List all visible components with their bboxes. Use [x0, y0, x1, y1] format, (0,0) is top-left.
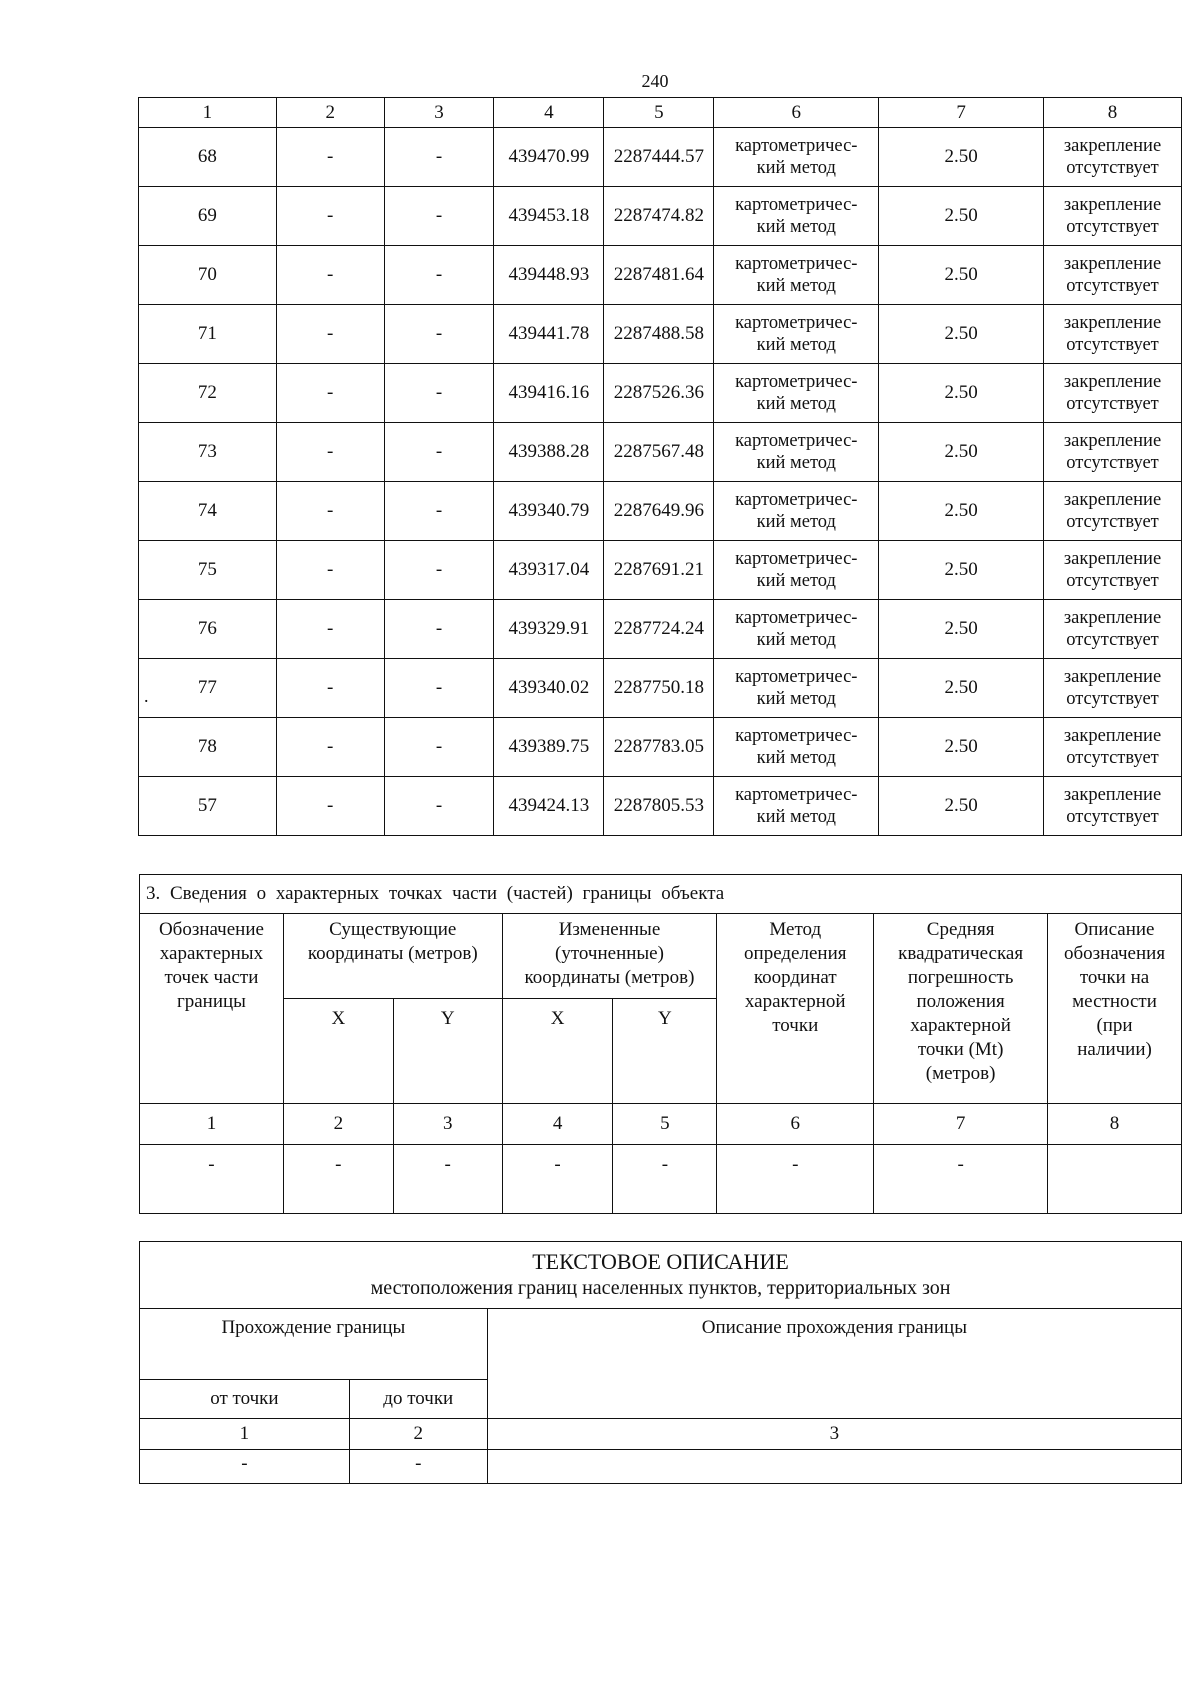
cell: - — [384, 659, 494, 718]
cell-line: картометричес- — [735, 667, 858, 687]
point-number: 78 — [139, 718, 277, 777]
cell-line: закрепление — [1063, 549, 1162, 569]
header-line: характерной — [744, 991, 846, 1012]
cell-line: отсутствует — [1066, 394, 1159, 414]
fixation-cell — [1044, 423, 1182, 482]
mt-value: 2.50 — [879, 364, 1044, 423]
cell-line: картометричес- — [735, 372, 858, 392]
coord-x: 439448.93 — [494, 246, 604, 305]
cell-line: картометричес- — [735, 726, 858, 746]
cell-line: закрепление — [1063, 608, 1162, 628]
column-number: 2 — [283, 1104, 393, 1145]
table-row — [139, 541, 1182, 600]
cell-line: картометричес- — [735, 608, 858, 628]
table-row — [139, 364, 1182, 423]
cell: - — [393, 1145, 502, 1214]
coord-y: 2287481.64 — [604, 246, 714, 305]
column-number: 1 — [140, 1419, 350, 1450]
mt-value: 2.50 — [879, 305, 1044, 364]
mt-value: 2.50 — [879, 246, 1044, 305]
header-line: координаты (метров) — [307, 943, 478, 964]
header-line: Описание — [1074, 919, 1155, 940]
point-number: 70 — [139, 246, 277, 305]
coord-x: 439388.28 — [494, 423, 604, 482]
header-line: (уточненные) — [555, 943, 664, 964]
coord-y: 2287526.36 — [604, 364, 714, 423]
cell: - — [874, 1145, 1048, 1214]
cell: - — [384, 187, 494, 246]
table-row — [139, 659, 1182, 718]
cell: - — [140, 1450, 350, 1484]
header-method — [717, 914, 874, 1104]
cell — [1048, 1145, 1182, 1214]
cell: - — [276, 541, 384, 600]
column-number-row — [140, 1104, 1182, 1145]
header-existing-coordinates — [283, 914, 502, 999]
cell-line: отсутствует — [1066, 630, 1159, 650]
cell: - — [384, 364, 494, 423]
header-existing-x: X — [283, 999, 393, 1104]
header-line: Средняя — [926, 919, 995, 940]
cell: - — [384, 423, 494, 482]
header-line: характерной — [910, 1015, 1011, 1036]
cell-line: отсутствует — [1066, 748, 1159, 768]
coord-y: 2287724.24 — [604, 600, 714, 659]
cell-line: закрепление — [1063, 254, 1162, 274]
cell: - — [384, 541, 494, 600]
cell-line: закрепление — [1063, 195, 1162, 215]
cell-line: картометричес- — [735, 431, 858, 451]
cell-line: отсутствует — [1066, 158, 1159, 178]
cell — [487, 1450, 1181, 1484]
method-cell — [714, 482, 879, 541]
header-point-designation — [140, 914, 284, 1104]
fixation-cell — [1044, 305, 1182, 364]
cell: - — [384, 600, 494, 659]
cell: - — [276, 187, 384, 246]
point-number: 76 — [139, 600, 277, 659]
cell-line: закрепление — [1063, 372, 1162, 392]
mt-value: 2.50 — [879, 423, 1044, 482]
mt-value: 2.50 — [879, 541, 1044, 600]
text-description-subtitle: местоположения границ населенных пунктов, территориальных зон — [370, 1277, 951, 1299]
coord-y: 2287750.18 — [604, 659, 714, 718]
table-row — [139, 482, 1182, 541]
column-number: 7 — [874, 1104, 1048, 1145]
cell-line: картометричес- — [735, 549, 858, 569]
point-number: 74 — [139, 482, 277, 541]
fixation-cell — [1044, 718, 1182, 777]
header-line: местности — [1072, 991, 1157, 1012]
cell-line: кий метод — [756, 512, 836, 532]
cell: - — [276, 777, 384, 836]
section-3-table — [139, 874, 1182, 1214]
header-line: определения — [744, 943, 847, 964]
header-line: квадратическая — [898, 943, 1024, 964]
cell-line: картометричес- — [735, 254, 858, 274]
column-number: 5 — [604, 98, 714, 128]
cell: - — [276, 305, 384, 364]
table-row — [139, 187, 1182, 246]
header-line: точки на — [1079, 967, 1150, 988]
cell: - — [613, 1145, 717, 1214]
point-number: 57 — [139, 777, 277, 836]
section-title: 3. Сведения о характерных точках части (частей) границы объекта — [140, 875, 1182, 914]
column-number: 4 — [502, 1104, 613, 1145]
header-line: координаты (метров) — [524, 967, 695, 988]
coord-x: 439340.02 — [494, 659, 604, 718]
header-line: координат — [753, 967, 837, 988]
text-description-title: ТЕКСТОВОЕ ОПИСАНИЕ — [532, 1249, 789, 1274]
text-description-title-cell — [140, 1242, 1182, 1309]
cell: - — [384, 246, 494, 305]
coordinates-table — [138, 97, 1182, 836]
header-line: (при — [1096, 1015, 1133, 1036]
cell: - — [384, 305, 494, 364]
table-row — [140, 1450, 1182, 1484]
cell-line: картометричес- — [735, 490, 858, 510]
cell: - — [276, 600, 384, 659]
coord-y: 2287691.21 — [604, 541, 714, 600]
fixation-cell — [1044, 600, 1182, 659]
method-cell — [714, 659, 879, 718]
fixation-cell — [1044, 187, 1182, 246]
point-number: 68 — [139, 128, 277, 187]
point-number: 73 — [139, 423, 277, 482]
coord-y: 2287567.48 — [604, 423, 714, 482]
column-number: 4 — [494, 98, 604, 128]
coord-x: 439416.16 — [494, 364, 604, 423]
cell: - — [384, 718, 494, 777]
cell: - — [384, 482, 494, 541]
cell-line: кий метод — [756, 276, 836, 296]
cell-line: кий метод — [756, 807, 836, 827]
header-line: Обозначение — [158, 919, 264, 940]
header-boundary-passage: Прохождение границы — [140, 1309, 488, 1380]
cell: - — [502, 1145, 613, 1214]
column-number: 6 — [717, 1104, 874, 1145]
cell-line: кий метод — [756, 571, 836, 591]
coord-x: 439453.18 — [494, 187, 604, 246]
header-changed-coordinates — [502, 914, 717, 999]
cell: - — [276, 423, 384, 482]
coord-x: 439441.78 — [494, 305, 604, 364]
cell-line: закрепление — [1063, 785, 1162, 805]
column-number-row — [139, 98, 1182, 128]
cell-line: отсутствует — [1066, 807, 1159, 827]
fixation-cell — [1044, 364, 1182, 423]
coord-y: 2287444.57 — [604, 128, 714, 187]
header-line: обозначения — [1063, 943, 1166, 964]
cell-line: закрепление — [1063, 490, 1162, 510]
header-line: Метод — [769, 919, 822, 940]
method-cell — [714, 777, 879, 836]
column-number: 5 — [613, 1104, 717, 1145]
cell-line: кий метод — [756, 630, 836, 650]
cell-line: отсутствует — [1066, 276, 1159, 296]
cell: - — [384, 777, 494, 836]
coord-y: 2287488.58 — [604, 305, 714, 364]
coord-x: 439470.99 — [494, 128, 604, 187]
cell-line: картометричес- — [735, 195, 858, 215]
header-line: наличии) — [1077, 1039, 1152, 1060]
cell-line: кий метод — [756, 158, 836, 178]
header-point-description — [1048, 914, 1182, 1104]
coord-y: 2287649.96 — [604, 482, 714, 541]
cell-line: кий метод — [756, 217, 836, 237]
mt-value: 2.50 — [879, 482, 1044, 541]
coord-x: 439389.75 — [494, 718, 604, 777]
mt-value: 2.50 — [879, 128, 1044, 187]
cell: - — [276, 482, 384, 541]
cell: - — [140, 1145, 284, 1214]
header-from-point: от точки — [140, 1380, 350, 1419]
cell-line: закрепление — [1063, 431, 1162, 451]
text-description-table — [139, 1241, 1182, 1484]
cell-line: кий метод — [756, 453, 836, 473]
table-row — [139, 600, 1182, 659]
method-cell — [714, 364, 879, 423]
stray-mark: . — [144, 686, 149, 706]
fixation-cell — [1044, 246, 1182, 305]
column-number: 1 — [140, 1104, 284, 1145]
cell-line: картометричес- — [735, 136, 858, 156]
header-mean-square-error — [874, 914, 1048, 1104]
cell-line: закрепление — [1063, 726, 1162, 746]
mt-value: 2.50 — [879, 600, 1044, 659]
coord-y: 2287474.82 — [604, 187, 714, 246]
header-line: (метров) — [925, 1063, 996, 1084]
coord-x: 439424.13 — [494, 777, 604, 836]
table-row — [139, 718, 1182, 777]
cell: - — [384, 128, 494, 187]
cell-line: картометричес- — [735, 785, 858, 805]
cell: - — [283, 1145, 393, 1214]
cell-line: закрепление — [1063, 136, 1162, 156]
coord-y: 2287805.53 — [604, 777, 714, 836]
coord-x: 439317.04 — [494, 541, 604, 600]
mt-value: 2.50 — [879, 187, 1044, 246]
cell-line: отсутствует — [1066, 335, 1159, 355]
cell-line: отсутствует — [1066, 689, 1159, 709]
column-number: 2 — [349, 1419, 487, 1450]
coord-x: 439340.79 — [494, 482, 604, 541]
cell: - — [276, 364, 384, 423]
method-cell — [714, 305, 879, 364]
header-line: границы — [176, 991, 246, 1012]
point-number: 72 — [139, 364, 277, 423]
column-number: 2 — [276, 98, 384, 128]
column-number: 8 — [1044, 98, 1182, 128]
table-row — [139, 777, 1182, 836]
cell-line: кий метод — [756, 335, 836, 355]
fixation-cell — [1044, 482, 1182, 541]
header-existing-y: Y — [393, 999, 502, 1104]
method-cell — [714, 718, 879, 777]
fixation-cell — [1044, 541, 1182, 600]
method-cell — [714, 128, 879, 187]
cell: - — [349, 1450, 487, 1484]
cell: - — [276, 246, 384, 305]
cell-line: кий метод — [756, 689, 836, 709]
mt-value: 2.50 — [879, 659, 1044, 718]
cell: - — [276, 659, 384, 718]
table-row — [139, 246, 1182, 305]
column-number: 1 — [139, 98, 277, 128]
point-number: 71 — [139, 305, 277, 364]
header-line: погрешность — [907, 967, 1014, 988]
table-row — [139, 128, 1182, 187]
coord-y: 2287783.05 — [604, 718, 714, 777]
table-row — [139, 305, 1182, 364]
method-cell — [714, 423, 879, 482]
cell-line: кий метод — [756, 748, 836, 768]
cell-line: картометричес- — [735, 313, 858, 333]
header-to-point: до точки — [349, 1380, 487, 1419]
column-number: 3 — [384, 98, 494, 128]
header-line: Измененные — [558, 919, 661, 940]
cell-line: отсутствует — [1066, 453, 1159, 473]
coordinates-table-body — [139, 128, 1182, 836]
cell: - — [276, 128, 384, 187]
column-number: 7 — [879, 98, 1044, 128]
column-number: 3 — [487, 1419, 1181, 1450]
cell: - — [717, 1145, 874, 1214]
fixation-cell — [1044, 659, 1182, 718]
header-line: положения — [916, 991, 1005, 1012]
cell-line: закрепление — [1063, 313, 1162, 333]
cell-line: закрепление — [1063, 667, 1162, 687]
point-number: 75 — [139, 541, 277, 600]
page-number: 240 — [641, 71, 669, 91]
method-cell — [714, 600, 879, 659]
cell-line: отсутствует — [1066, 512, 1159, 532]
cell: - — [276, 718, 384, 777]
column-number: 6 — [714, 98, 879, 128]
header-line: Существующие — [329, 919, 457, 940]
point-number: 69 — [139, 187, 277, 246]
cell-line: отсутствует — [1066, 571, 1159, 591]
header-line: точек части — [164, 967, 259, 988]
method-cell — [714, 246, 879, 305]
fixation-cell — [1044, 128, 1182, 187]
point-number: 77 — [139, 659, 277, 718]
table-row — [139, 423, 1182, 482]
column-number-row — [140, 1419, 1182, 1450]
cell-line: отсутствует — [1066, 217, 1159, 237]
column-number: 3 — [393, 1104, 502, 1145]
column-number: 8 — [1048, 1104, 1182, 1145]
header-passage-description: Описание прохождения границы — [487, 1309, 1181, 1419]
header-line: характерных — [159, 943, 264, 964]
mt-value: 2.50 — [879, 718, 1044, 777]
method-cell — [714, 541, 879, 600]
header-changed-y: Y — [613, 999, 717, 1104]
method-cell — [714, 187, 879, 246]
coord-x: 439329.91 — [494, 600, 604, 659]
header-line: точки — [772, 1015, 819, 1036]
header-changed-x: X — [502, 999, 613, 1104]
fixation-cell — [1044, 777, 1182, 836]
mt-value: 2.50 — [879, 777, 1044, 836]
table-row — [140, 1145, 1182, 1214]
header-line: точки (Mt) — [917, 1039, 1004, 1060]
cell-line: кий метод — [756, 394, 836, 414]
